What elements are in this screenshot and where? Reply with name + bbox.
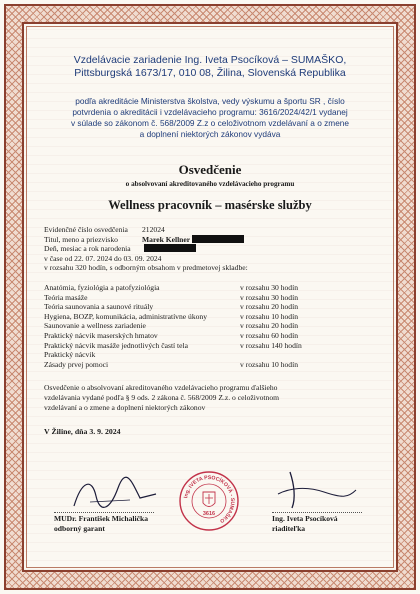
closing-line: Osvedčenie o absolvovaní akreditovaného vzdelávacieho programu ďalšieho	[44, 383, 278, 393]
course-name: Praktický nácvik maserských hmatov	[44, 330, 158, 340]
signatory-left-name: MUDr. František Michalička	[54, 514, 148, 523]
signatory-left-role: odborný garant	[54, 523, 105, 533]
course-hours: v rozsahu 20 hodín	[240, 302, 298, 312]
signatory-right	[272, 514, 338, 533]
name-label: Titul, meno a priezvisko	[44, 234, 118, 244]
issuer-name: Vzdelávacie zariadenie Ing. Iveta Psocíková – SUMAŠKO,	[73, 54, 347, 66]
closing-line: vzdelávania vydané podľa § 9 ods. 2 zákona č. 568/2009 Z.z. o celoživotnom	[44, 393, 280, 403]
accreditation-line: podľa akreditácie Ministerstva školstva, vedy výskumu a športu SR , číslo	[75, 96, 345, 106]
round-stamp	[178, 470, 240, 532]
course-row	[44, 350, 380, 360]
place-date: V Žiline, dňa 3. 9. 2024	[44, 427, 121, 437]
course-name: Praktický nácvik	[44, 350, 96, 360]
course-hours: v rozsahu 60 hodín	[240, 330, 298, 340]
signatory-right-role: riaditeľka	[272, 523, 306, 533]
signature-line-right	[272, 512, 362, 513]
issuer-header	[40, 54, 380, 80]
signature-area	[40, 470, 380, 533]
course-hours: v rozsahu 10 hodín	[240, 311, 298, 321]
registration-label: Evidenčné číslo osvedčenia	[44, 225, 128, 234]
course-row	[44, 312, 380, 322]
course-name: Anatómia, fyziológia a patofyziológia	[44, 282, 160, 292]
accreditation-line: a doplnení niektorých zákonov vydáva	[139, 129, 281, 139]
course-row	[44, 293, 380, 303]
hours-text: v rozsahu 320 hodín, s odborným obsahom v predmetovej skladbe:	[44, 263, 248, 273]
course-hours	[240, 350, 380, 360]
course-hours: v rozsahu 30 hodín	[240, 282, 298, 292]
course-name: Teória saunovania a saunové rituály	[44, 302, 154, 312]
course-hours: v rozsahu 30 hodín	[240, 292, 298, 302]
stamp-number: 3616	[202, 511, 216, 517]
course-row	[44, 331, 380, 341]
course-name: Zásady prvej pomoci	[44, 359, 109, 369]
certificate-content	[40, 40, 380, 436]
certificate-title: Osvedčenie	[178, 162, 242, 177]
course-hours: v rozsahu 10 hodín	[240, 359, 298, 369]
accreditation-line: potvrdenia o akreditácii i vzdelávacieho programu: 3616/2024/42/1 vydanej	[72, 107, 348, 117]
certificate-subtitle: o absolvovaní akreditovaného vzdelávacieho programu	[125, 180, 295, 188]
signature-line-left	[54, 512, 154, 513]
course-row	[44, 283, 380, 293]
accreditation-text	[40, 96, 380, 140]
closing-line: vzdelávaní a o zmene a doplnení niektorých zákonov	[44, 403, 206, 413]
signatory-right-name: Ing. Iveta Psocíková	[272, 514, 338, 523]
holder-fields	[40, 225, 380, 273]
course-row	[44, 341, 380, 351]
signature-right	[270, 464, 360, 512]
issuer-address: Pittsburgská 1673/17, 010 08, Žilina, Slovenská Republika	[74, 67, 346, 79]
course-hours: v rozsahu 20 hodín	[240, 321, 298, 331]
course-list	[40, 283, 380, 369]
registration-row	[44, 225, 380, 235]
birth-row	[44, 244, 380, 254]
course-name: Praktický nácvik masáže jednotlivých častí tela	[44, 340, 189, 350]
birth-label: Deň, mesiac a rok narodenia	[44, 244, 131, 254]
name-value	[142, 235, 380, 245]
redaction-bar	[144, 244, 196, 252]
stamp-arc-text: Ing. IVETA PSOCÍKOVÁ - SUMAŠKO	[183, 474, 236, 524]
course-row	[44, 360, 380, 370]
accreditation-line: v súlade so zákonom č. 568/2009 Z.z o celoživotnom vzdelávaní a o zmene	[70, 118, 350, 128]
course-row	[44, 302, 380, 312]
redaction-bar	[192, 235, 244, 243]
name-text: Marek Kellner	[142, 234, 191, 244]
program-name: Wellness pracovník – masérske služby	[108, 198, 312, 212]
course-hours: v rozsahu 140 hodín	[240, 340, 302, 350]
closing-statement	[40, 383, 380, 413]
signatory-left	[54, 514, 148, 533]
course-row	[44, 321, 380, 331]
course-name: Teória masáže	[44, 292, 88, 302]
course-name: Hygiena, BOZP, komunikácia, administratívne úkony	[44, 311, 208, 321]
signature-left	[70, 476, 160, 512]
course-name: Saunovanie a wellness zariadenie	[44, 321, 146, 331]
birth-value	[142, 244, 380, 254]
period-text: v čase od 22. 07. 2024 do 03. 09. 2024	[44, 253, 162, 263]
name-row	[44, 235, 380, 245]
registration-value: 212024	[142, 225, 165, 234]
